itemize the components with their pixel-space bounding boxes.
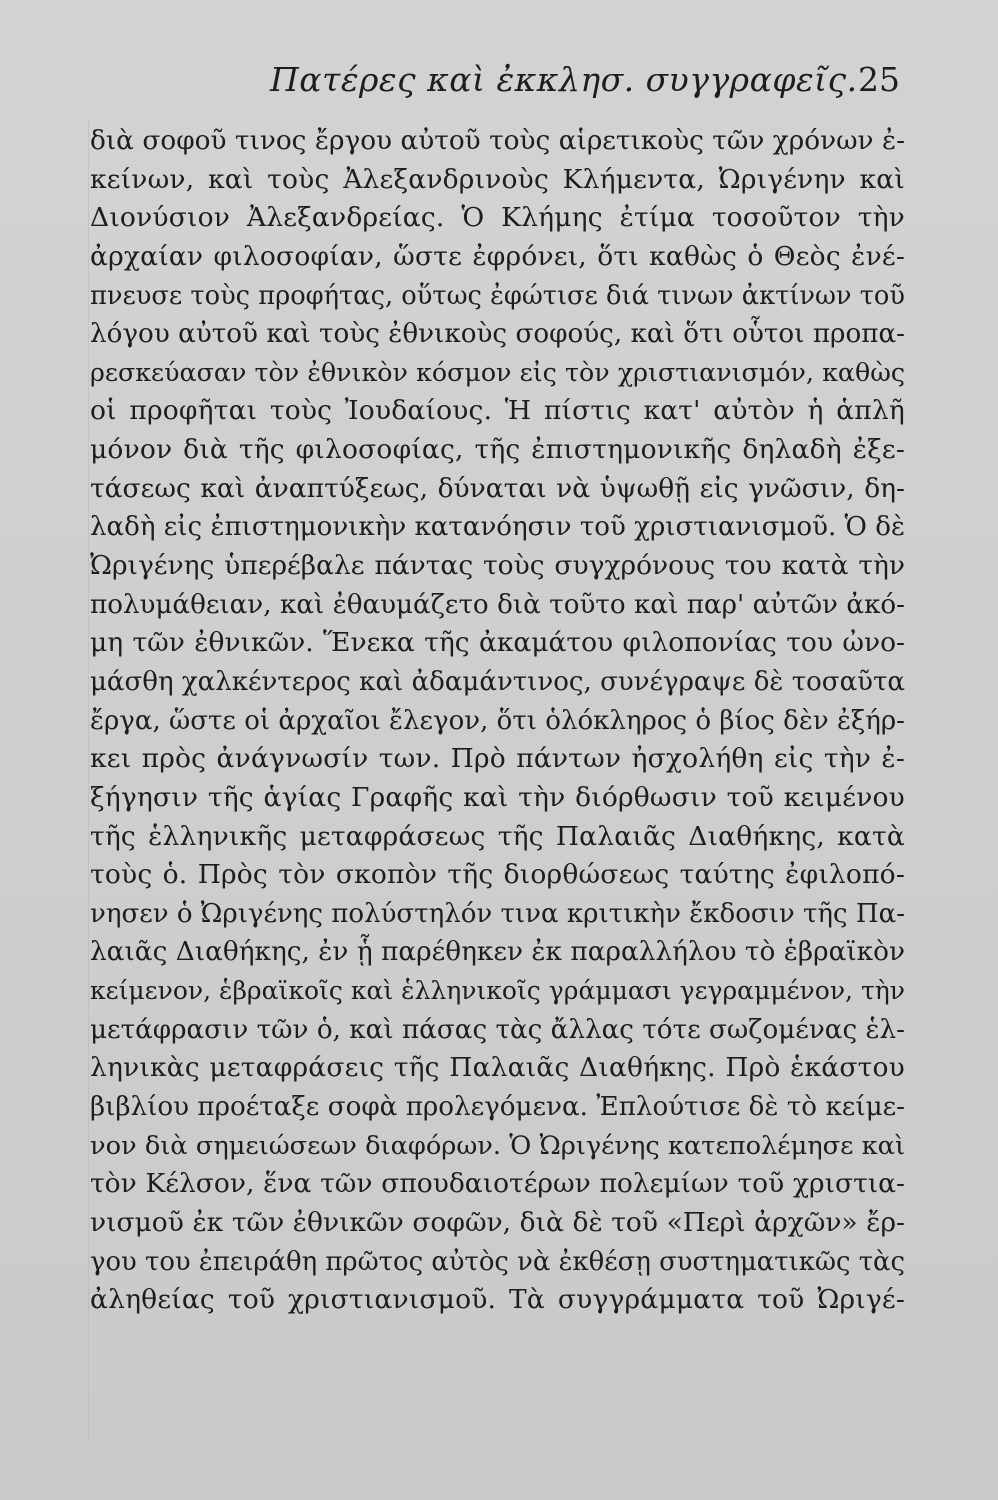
text-line: λόγου αὐτοῦ καὶ τοὺς ἐθνικοὺς σοφούς, καὶ ὅτι οὗτοι προπα- (90, 319, 905, 350)
text-line: οἱ προφῆται τοὺς Ἰουδαίους. Ἡ πίστις κατ' αὐτὸν ἡ ἁπλῆ (90, 395, 905, 427)
text-line: ληνικὰς μεταφράσεις τῆς Παλαιᾶς Διαθήκης. Πρὸ ἑκάστου (90, 1052, 905, 1084)
text-line: τῆς ἑλληνικῆς μεταφράσεως τῆς Παλαιᾶς Διαθήκης, κατὰ (90, 820, 905, 852)
text-line: βιβλίου προέταξε σοφὰ προλεγόμενα. Ἐπλούτισε δὲ τὸ κείμε- (90, 1092, 905, 1123)
text-line: νησεν ὁ Ὠριγένης πολύστηλόν τινα κριτικὴν ἔκδοσιν τῆς Πα- (90, 898, 905, 929)
text-line: γου του ἐπειράθη πρῶτος αὐτὸς νὰ ἐκθέσῃ συστηματικῶς τὰς (90, 1246, 905, 1277)
text-line: ἀληθείας τοῦ χριστιανισμοῦ. Τὰ συγγράμματα τοῦ Ὠριγέ- (90, 1284, 905, 1316)
text-line: Διονύσιον Ἀλεξανδρείας. Ὁ Κλήμης ἐτίμα τοσοῦτον τὴν (90, 202, 905, 234)
text-line: διὰ σοφοῦ τινος ἔργου αὐτοῦ τοὺς αἱρετικοὺς τῶν χρόνων ἐ- (90, 126, 905, 156)
text-line: ἀρχαίαν φιλοσοφίαν, ὥστε ἐφρόνει, ὅτι καθὼς ὁ Θεὸς ἐνέ- (90, 240, 905, 272)
text-line: τὸν Κέλσον, ἕνα τῶν σπουδαιοτέρων πολεμίων τοῦ χριστια- (90, 1168, 905, 1200)
text-line: νισμοῦ ἐκ τῶν ἐθνικῶν σοφῶν, διὰ δὲ τοῦ «Περὶ ἀρχῶν» ἔρ- (90, 1206, 905, 1238)
text-line: μάσθη χαλκέντερος καὶ ἀδαμάντινος, συνέγραψε δὲ τοσαῦτα (90, 666, 905, 697)
text-line: λαιᾶς Διαθήκης, ἐν ᾗ παρέθηκεν ἐκ παραλλήλου τὸ ἑβραϊκὸν (90, 937, 905, 968)
body-text (90, 122, 905, 1320)
text-line: Ὠριγένης ὑπερέβαλε πάντας τοὺς συγχρόνους του κατὰ τὴν (90, 550, 905, 582)
page-number: 25 (858, 60, 900, 99)
text-line: μετάφρασιν τῶν ὁ, καὶ πάσας τὰς ἄλλας τότε σωζομένας ἑλ- (90, 1014, 905, 1045)
running-title: Πατέρες καὶ ἐκκλησ. συγγραφεῖς. (270, 60, 858, 99)
text-line: μόνον διὰ τῆς φιλοσοφίας, τῆς ἐπιστημονικῆς δηλαδὴ ἐξε- (90, 434, 905, 466)
text-line: τοὺς ὁ. Πρὸς τὸν σκοπὸν τῆς διορθώσεως ταύτης ἐφιλοπό- (90, 859, 905, 891)
text-line: πολυμάθειαν, καὶ ἐθαυμάζετο διὰ τοῦτο καὶ παρ' αὐτῶν ἀκό- (90, 589, 905, 620)
text-line: ἔργα, ὥστε οἱ ἀρχαῖοι ἔλεγον, ὅτι ὁλόκληρος ὁ βίος δὲν ἐξήρ- (90, 705, 905, 736)
text-line: κείνων, καὶ τοὺς Ἀλεξανδρινοὺς Κλήμεντα, Ὠριγένην καὶ (90, 163, 905, 195)
text-line: νον διὰ σημειώσεων διαφόρων. Ὁ Ὠριγένης κατεπολέμησε καὶ (90, 1130, 905, 1161)
text-line: τάσεως καὶ ἀναπτύξεως, δύναται νὰ ὑψωθῇ εἰς γνῶσιν, δη- (90, 472, 905, 504)
text-line: ξήγησιν τῆς ἁγίας Γραφῆς καὶ τὴν διόρθωσιν τοῦ κειμένου (90, 781, 905, 813)
text-line: μη τῶν ἐθνικῶν. Ἕνεκα τῆς ἀκαμάτου φιλοπονίας του ὠνο- (90, 627, 905, 659)
page-header (0, 58, 998, 106)
text-line: πνευσε τοὺς προφήτας, οὕτως ἐφώτισε διά τινων ἀκτίνων τοῦ (90, 280, 905, 311)
text-line: κείμενον, ἑβραϊκοῖς καὶ ἑλληνικοῖς γράμμασι γεγραμμένον, τὴν (90, 976, 905, 1006)
text-line: κει πρὸς ἀνάγνωσίν των. Πρὸ πάντων ἠσχολήθη εἰς τὴν ἐ- (90, 743, 905, 775)
text-line: λαδὴ εἰς ἐπιστημονικὴν κατανόησιν τοῦ χριστιανισμοῦ. Ὁ δὲ (90, 512, 905, 543)
text-line: ρεσκεύασαν τὸν ἐθνικὸν κόσμον εἰς τὸν χριστιανισμόν, καθὼς (90, 357, 905, 387)
